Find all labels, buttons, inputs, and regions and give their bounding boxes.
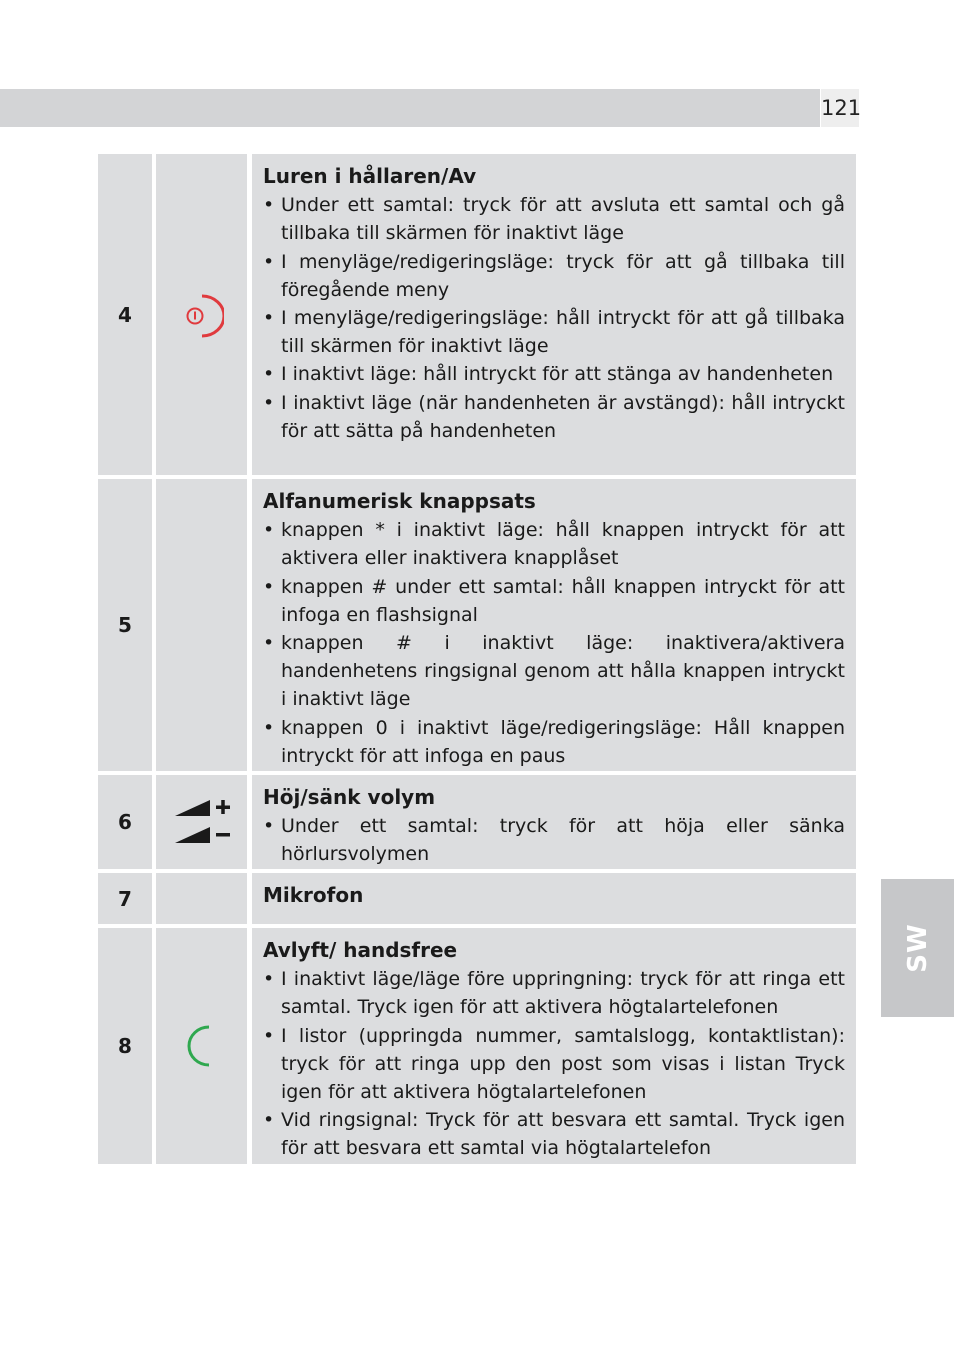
row-description-cell bbox=[252, 775, 856, 869]
bullet-list bbox=[263, 965, 845, 1162]
bullet-item: • I menyläge/redigeringsläge: tryck för att gå tillbaka till föregående meny bbox=[263, 248, 845, 304]
bullet-list bbox=[263, 191, 845, 445]
row-number-cell bbox=[98, 775, 152, 869]
bullet-item: • knappen # under ett samtal: håll knappen intryckt för att infoga en flashsignal bbox=[263, 573, 845, 629]
bullet-item: • Vid ringsignal: Tryck för att besvara ett samtal. Tryck igen för att besvara ett samtal via högtalartelefon bbox=[263, 1106, 845, 1162]
bullet-item: • Under ett samtal: tryck för att avsluta ett samtal och gå tillbaka till skärmen för inaktivt läge bbox=[263, 191, 845, 247]
table-row-5 bbox=[98, 479, 856, 771]
bullet-item: • I inaktivt läge (när handenheten är avstängd): håll intryckt för att sätta på handenheten bbox=[263, 389, 845, 445]
volume-up-down-icon bbox=[173, 797, 231, 847]
row-number: 4 bbox=[118, 302, 132, 327]
power-end-icon bbox=[180, 292, 224, 338]
row-title: Mikrofon bbox=[263, 883, 364, 907]
table-row-4 bbox=[98, 154, 856, 475]
row-description-cell bbox=[252, 928, 856, 1164]
table-row-8 bbox=[98, 928, 856, 1164]
row-description-cell bbox=[252, 873, 856, 924]
row-number-cell bbox=[98, 479, 152, 771]
bullet-item: • knappen * i inaktivt läge: håll knappen intryckt för att aktivera eller inaktivera knapplåset bbox=[263, 516, 845, 572]
row-title: Alfanumerisk knappsats bbox=[263, 489, 536, 513]
bullet-item: • I listor (uppringda nummer, samtalslogg, kontaktlistan): tryck för att ringa upp den post som visas i listan Tryck igen för att aktivera högtalartelefonen bbox=[263, 1022, 845, 1107]
bullet-item: • Under ett samtal: tryck för att höja eller sänka hörlursvolymen bbox=[263, 812, 845, 868]
row-title: Höj/sänk volym bbox=[263, 785, 436, 809]
language-tab-label: SW bbox=[902, 923, 933, 973]
row-number-cell bbox=[98, 154, 152, 475]
row-number: 8 bbox=[118, 1034, 132, 1058]
table-row-7 bbox=[98, 873, 856, 924]
row-description-cell bbox=[252, 479, 856, 771]
bullet-item: • I inaktivt läge/läge före uppringning: tryck för att ringa ett samtal. Tryck igen för att aktivera högtalartelefonen bbox=[263, 965, 845, 1021]
header-bar bbox=[0, 89, 820, 127]
bullet-item: • knappen # i inaktivt läge: inaktivera/aktivera handenhetens ringsignal genom att hålla knappen intryckt i inaktivt läge bbox=[263, 629, 845, 714]
row-title: Luren i hållaren/Av bbox=[263, 164, 477, 188]
bullet-item: • knappen 0 i inaktivt läge/redigeringsläge: Håll knappen intryckt för att infoga en paus bbox=[263, 714, 845, 770]
row-icon-cell bbox=[156, 928, 247, 1164]
page-number: 121 bbox=[821, 89, 859, 127]
row-icon-cell bbox=[156, 154, 247, 475]
bullet-item: • I menyläge/redigeringsläge: håll intryckt för att gå tillbaka till skärmen för inaktivt läge bbox=[263, 304, 845, 360]
call-handsfree-icon bbox=[187, 1023, 217, 1069]
row-title: Avlyft/ handsfree bbox=[263, 938, 458, 962]
row-description-cell bbox=[252, 154, 856, 475]
row-number: 6 bbox=[118, 810, 132, 834]
bullet-list bbox=[263, 516, 845, 770]
language-tab bbox=[881, 879, 954, 1017]
row-number: 7 bbox=[118, 886, 132, 911]
row-icon-cell bbox=[156, 479, 247, 771]
row-number-cell bbox=[98, 873, 152, 924]
row-number: 5 bbox=[118, 613, 132, 637]
table-row-6 bbox=[98, 775, 856, 869]
row-number-cell bbox=[98, 928, 152, 1164]
row-icon-cell bbox=[156, 873, 247, 924]
bullet-item: • I inaktivt läge: håll intryckt för att stänga av handenheten bbox=[263, 360, 845, 388]
bullet-list bbox=[263, 812, 845, 868]
row-icon-cell bbox=[156, 775, 247, 869]
